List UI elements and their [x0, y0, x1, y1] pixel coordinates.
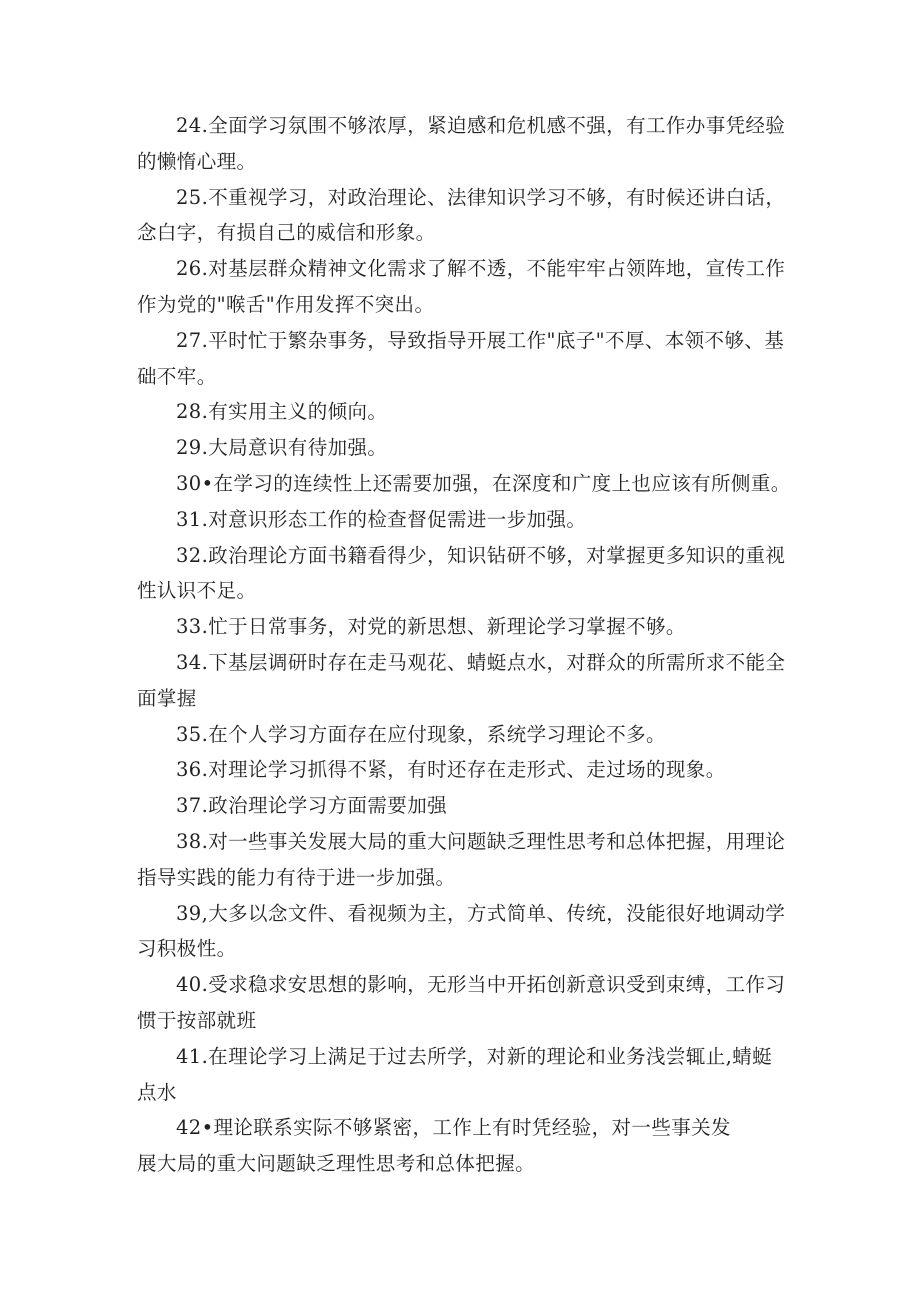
list-item	[137, 323, 797, 395]
item-line: 作为党的"喉舌"作用发挥不突出。	[137, 292, 435, 316]
item-line: 惯于按部就班	[137, 1008, 257, 1032]
item-line: 33.忙于日常事务，对党的新思想、新理论学习掌握不够。	[176, 615, 686, 639]
list-item	[137, 108, 797, 180]
item-line: 37.政治理论学习方面需要加强	[176, 794, 448, 818]
item-line: 40.受求稳求安思想的影响，无形当中开拓创新意识受到束缚，工作习	[176, 973, 786, 997]
list-item	[137, 717, 797, 753]
item-line: 27.平时忙于繁杂事务，导致指导开展工作"底子"不厚、本领不够、基	[176, 328, 785, 352]
item-line: 的懒惰心理。	[137, 149, 257, 173]
item-line: 25.不重视学习，对政治理论、法律知识学习不够，有时候还讲白话，	[176, 185, 786, 209]
item-line: 42•理论联系实际不够紧密，工作上有时凭经验，对一些事关发	[176, 1116, 731, 1140]
list-item	[137, 502, 797, 538]
list-item	[137, 609, 797, 645]
item-line: 26.对基层群众精神文化需求了解不透，不能牢牢占领阵地，宣传工作	[176, 257, 786, 281]
list-item	[137, 180, 797, 252]
list-item	[137, 896, 797, 968]
item-line: 性认识不足。	[137, 579, 257, 603]
item-line: 41.在理论学习上满足于过去所学，对新的理论和业务浅尝辄止,蜻蜓	[176, 1044, 773, 1068]
item-line: 30•在学习的连续性上还需要加强，在深度和广度上也应该有所侧重。	[176, 471, 791, 495]
item-line: 24.全面学习氛围不够浓厚，紧迫感和危机感不强，有工作办事凭经验	[176, 114, 786, 137]
item-line: 点水	[137, 1080, 177, 1104]
item-line: 38.对一些事关发展大局的重大问题缺乏理性思考和总体把握，用理论	[176, 829, 786, 853]
item-line: 指导实践的能力有待于进一步加强。	[137, 865, 456, 889]
item-line: 34.下基层调研时存在走马观花、蜻蜓点水，对群众的所需所求不能全	[176, 650, 786, 674]
list-item	[137, 430, 797, 466]
item-line: 础不牢。	[137, 364, 217, 388]
item-line: 31.对意识形态工作的检查督促需进一步加强。	[176, 507, 587, 531]
item-line: 32.政治理论方面书籍看得少，知识钻研不够，对掌握更多知识的重视	[176, 543, 786, 567]
list-item	[137, 1110, 797, 1182]
list-item	[137, 1039, 797, 1111]
list-item	[137, 752, 797, 788]
item-line: 28.有实用主义的倾向。	[176, 400, 388, 424]
item-line: 36.对理论学习抓得不紧，有时还存在走形式、走过场的现象。	[176, 758, 726, 782]
item-line: 35.在个人学习方面存在应付现象，系统学习理论不多。	[176, 722, 666, 746]
item-line: 29.大局意识有待加强。	[176, 436, 388, 460]
list-item	[137, 645, 797, 717]
item-line: 展大局的重大问题缺乏理性思考和总体把握。	[137, 1152, 536, 1176]
list-item	[137, 251, 797, 323]
list-item	[137, 788, 797, 824]
item-line: 念白字，有损自己的威信和形象。	[137, 221, 436, 245]
item-line: 39,大多以念文件、看视频为主，方式简单、传统，没能很好地调动学	[176, 901, 786, 925]
document-body	[137, 108, 797, 1182]
item-line: 习积极性。	[137, 937, 237, 961]
list-item	[137, 394, 797, 430]
list-item	[137, 466, 797, 502]
list-item	[137, 538, 797, 610]
list-item	[137, 824, 797, 896]
item-line: 面掌握	[137, 686, 197, 710]
list-item	[137, 967, 797, 1039]
